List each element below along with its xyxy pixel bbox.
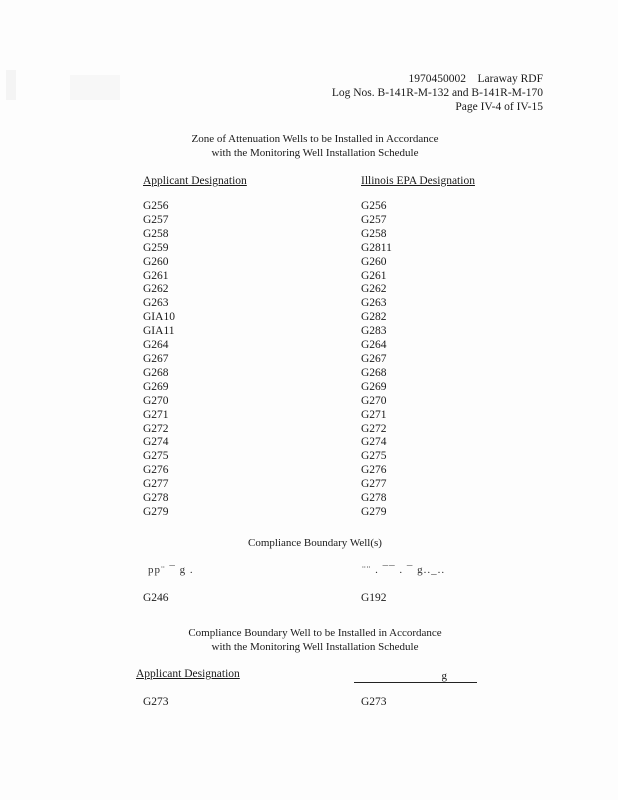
- section1-applicant-header: Applicant Designation: [143, 175, 247, 187]
- epa-designation-cell: G263: [361, 297, 387, 310]
- section1-title-line2: with the Monitoring Well Installation Schedule: [211, 147, 419, 159]
- applicant-designation-cell: G279: [143, 505, 169, 518]
- epa-designation-cell: G258: [361, 227, 387, 240]
- section1-applicant-column: [143, 200, 175, 520]
- section3-applicant-header: Applicant Designation: [136, 668, 240, 680]
- header-page-number: Page IV-4 of IV-15: [455, 101, 543, 113]
- epa-designation-cell: G256: [361, 200, 387, 212]
- applicant-designation-cell: G267: [143, 352, 169, 365]
- epa-designation-cell: G264: [361, 339, 387, 352]
- scan-artifact: [6, 70, 16, 100]
- scan-artifact: [70, 75, 120, 100]
- section3-title-line2: with the Monitoring Well Installation Schedule: [211, 641, 419, 653]
- applicant-designation-cell: G272: [143, 422, 169, 435]
- applicant-designation-cell: G271: [143, 408, 169, 421]
- applicant-designation-cell: G278: [143, 492, 169, 505]
- epa-designation-cell: G275: [361, 450, 387, 463]
- epa-designation-cell: G282: [361, 311, 387, 324]
- header-log-numbers: Log Nos. B-141R-M-132 and B-141R-M-170: [331, 87, 543, 99]
- epa-designation-cell: G277: [361, 478, 387, 491]
- applicant-designation-cell: G262: [143, 283, 169, 296]
- applicant-designation-cell: G268: [143, 366, 169, 379]
- section3-title-line1: Compliance Boundary Well to be Installed in Accordance: [188, 627, 442, 639]
- epa-designation-cell: G274: [361, 436, 387, 449]
- epa-designation-cell: G283: [361, 325, 387, 338]
- document-header: [332, 72, 543, 114]
- applicant-designation-cell: GIA10: [143, 311, 175, 324]
- applicant-designation-cell: G263: [143, 297, 169, 310]
- section1-title-line1: Zone of Attenuation Wells to be Installed in Accordance: [191, 133, 439, 145]
- epa-designation-cell: G268: [361, 366, 387, 379]
- section3-epa-cell: G273: [361, 696, 387, 708]
- applicant-designation-cell: G274: [143, 436, 169, 449]
- epa-designation-cell: G270: [361, 394, 387, 407]
- section3-epa-header-degraded: [354, 670, 477, 683]
- applicant-designation-cell: G258: [143, 227, 169, 240]
- epa-designation-cell: G262: [361, 283, 387, 296]
- section3-applicant-cell: G273: [143, 696, 169, 708]
- applicant-designation-cell: G275: [143, 450, 169, 463]
- applicant-designation-cell: G259: [143, 241, 169, 254]
- section2-title: Compliance Boundary Well(s): [248, 537, 382, 549]
- section3-title: [130, 626, 500, 654]
- epa-designation-cell: G272: [361, 422, 387, 435]
- applicant-designation-cell: G270: [143, 394, 169, 407]
- epa-designation-cell: G261: [361, 269, 387, 282]
- epa-designation-cell: G271: [361, 408, 387, 421]
- applicant-designation-cell: G277: [143, 478, 169, 491]
- epa-designation-cell: G257: [361, 213, 387, 226]
- section3-epa-header-fragment: g: [441, 670, 447, 682]
- applicant-designation-cell: G276: [143, 464, 169, 477]
- epa-designation-cell: G269: [361, 380, 387, 393]
- applicant-designation-cell: G257: [143, 213, 169, 226]
- applicant-designation-cell: G264: [143, 339, 169, 352]
- section2-applicant-cell: G246: [143, 592, 169, 604]
- section1-title: [130, 132, 500, 160]
- applicant-designation-cell: G260: [143, 255, 169, 268]
- applicant-designation-cell: G256: [143, 200, 169, 212]
- section2-epa-cell: G192: [361, 592, 387, 604]
- applicant-designation-cell: G269: [143, 380, 169, 393]
- epa-designation-cell: G267: [361, 352, 387, 365]
- epa-designation-cell: G276: [361, 464, 387, 477]
- section1-epa-column: [361, 200, 392, 520]
- applicant-designation-cell: GIA11: [143, 325, 175, 338]
- section2-applicant-header-degraded: pp¨ ¯ g .: [148, 564, 194, 576]
- section1-epa-header: Illinois EPA Designation: [361, 175, 475, 187]
- epa-designation-cell: G278: [361, 492, 387, 505]
- header-doc-id: 1970450002 Laraway RDF: [408, 73, 543, 85]
- epa-designation-cell: G260: [361, 255, 387, 268]
- applicant-designation-cell: G261: [143, 269, 169, 282]
- section2-epa-header-degraded: ¨¨ . ¯¯ . ¯ g.._..: [362, 564, 446, 576]
- epa-designation-cell: G279: [361, 505, 387, 518]
- epa-designation-cell: G2811: [361, 241, 392, 254]
